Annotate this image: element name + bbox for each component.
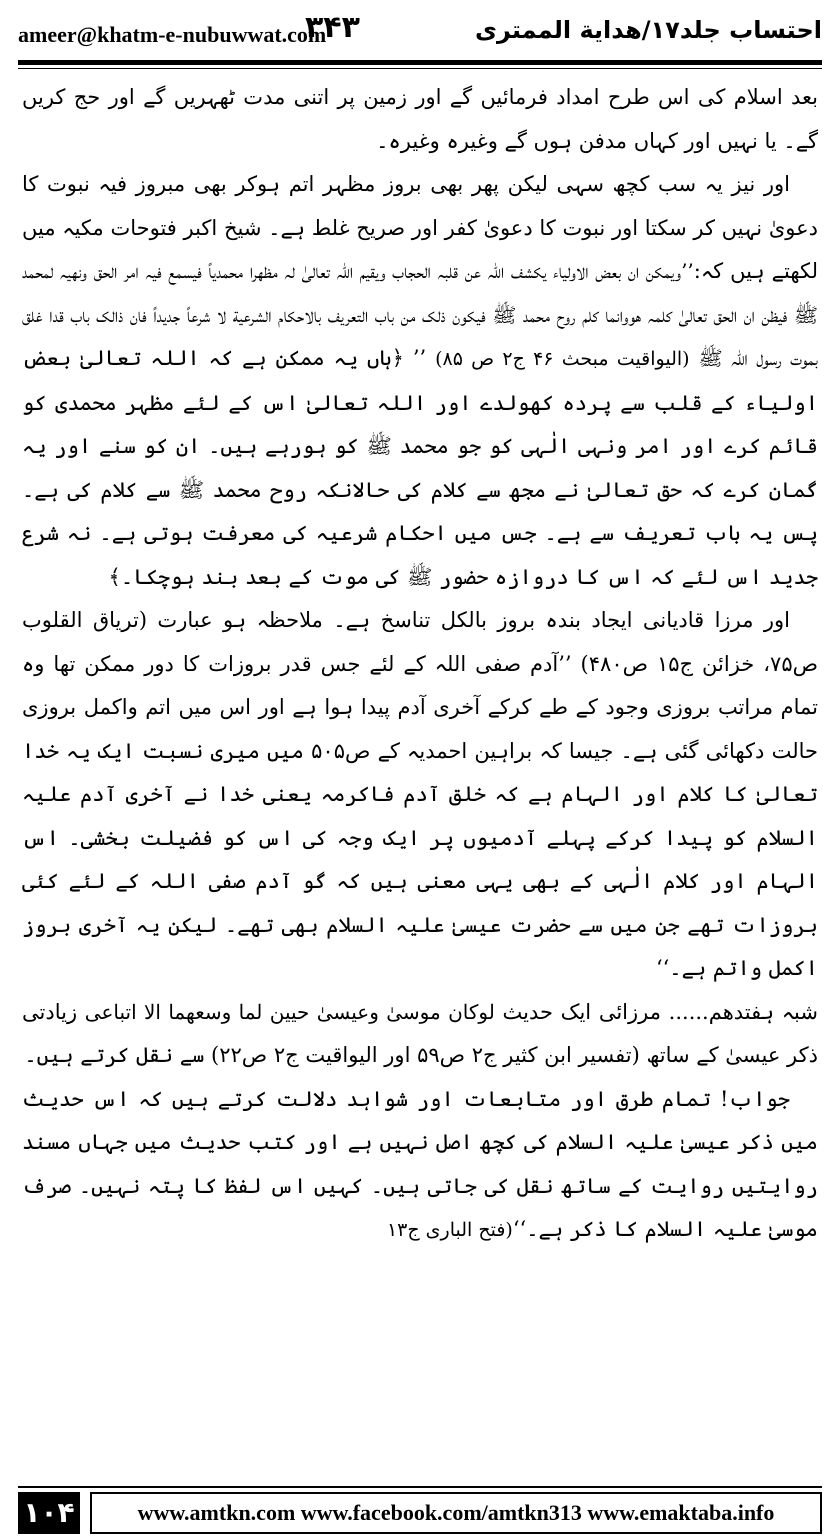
footer-page-number: ۱۰۴ (18, 1492, 80, 1534)
paragraph-1: بعد اسلام کی اس طرح امداد فرمائیں گے اور زمین پر اتنی مدت ٹھہریں گے اور حج کریں گے۔ یا نہیں اور کہاں مدفن ہوں گے وغیرہ وغیرہ۔ (22, 85, 818, 153)
doubt-rest: زیادتی ذکر عیسیٰ کے ساتھ (تفسیر ابن کثیر ج۲ ص۵۹ اور الیواقیت ج۲ ص۲۲) سے نقل کرتے ہیں۔ (22, 999, 818, 1067)
paragraph-2-text: اور نیز یہ سب کچھ سہی لیکن پھر بھی بروز مظہر اتم ہوکر بھی مبروز فیہ نبوت کا دعویٰ نہیں کر سکتا اور نبوت کا دعویٰ کفر اور صریح غلط ہے۔ شیخ اکبر فتوحات مکیہ میں لکھتے ہیں کہ: (22, 172, 818, 283)
page-footer (18, 1492, 822, 1534)
paragraph-3: اور مرزا قادیانی ایجاد بندہ بروز بالکل تناسخ ہے۔ ملاحظہ ہو عبارت (تریاق القلوب ص۷۵، خزائن ج۱۵ ص۴۸۰) ’’آدم صفی اللہ کے لئے جس قدر بروزات کا دور ممکن تھا وہ تمام مراتب بروزی وجود کے طے کرکے آخری آدم پیدا ہوا ہے اور اس میں اتم واکمل بروزی حالت دکھائی گئی ہے۔ جیسا کہ براہین احمدیہ کے ص۵۰۵ میں میری نسبت ایک یہ خدا تعالیٰ کا کلام اور الہام ہے کہ خلق آدم فاکرمہ یعنی خدا نے آخری آدم علیہ السلام کو پیدا کرکے پہلے آدمیوں پر ایک وجہ کی اس کو فضیلت بخشی۔ اس الہام اور کلام الٰہی کے بھی یہی معنی ہیں کہ گو آدم صفی اللہ کے لئے کئی بروزات تھے جن میں سے حضرت عیسیٰ علیہ السلام بھی تھے۔ لیکن یہ آخری بروز اکمل واتم ہے۔‘‘ (22, 608, 818, 980)
header-rule-thick (18, 60, 822, 65)
page-body (22, 76, 818, 1480)
header-book-title: احتساب جلد۱۷/ھدایة الممتری (474, 16, 822, 44)
arabic-quote: ’’ویمکن ان بعض الاولیاء یکشف اللّٰہ عن قلبہ الحجاب ویقیم اللّٰہ تعالیٰ لہ مظھرا محمدیاً فیسمع فیہ امر الحق ونھیہ لمحمد ﷺ فیظن ان الحق تعالیٰ کلمہ ھووانما کلم روح محمد ﷺ فیکون ذلک من باب التعریف بالاحکام الشرعیة لا شرعاً جدیداً فان ذالک باب قدا غلق بموت رسول اللّٰہ ﷺ (22, 259, 818, 370)
footer-website-links[interactable]: www.amtkn.com www.facebook.com/amtkn313 www.emaktaba.info (90, 1492, 822, 1534)
footer-rule (18, 1486, 822, 1488)
header-email: ameer@khatm-e-nubuwwat.com (18, 22, 327, 47)
arabic-quote-reference: (الیواقیت مبحث ۴۶ ج۲ ص ۸۵) (435, 348, 690, 370)
hadith-arabic: لوکان موسیٰ وعیسیٰ حیین لما وسعھما الا اتباعی (84, 999, 495, 1024)
page-header (18, 8, 822, 54)
doubt-label: شبہ ہفتدھم...... (668, 999, 818, 1024)
paragraph-5 (22, 1078, 818, 1253)
header-page-number: ۳۴۳ (305, 10, 360, 45)
answer-reference: (فتح الباری ج۱۳ (386, 1219, 513, 1241)
answer-text: جواب! تمام طرق اور متابعات اور شواہد دلالت کرتے ہیں کہ اس حدیث میں ذکر عیسیٰ علیہ السلام کی کچھ اصل نہیں ہے اور کتب حدیث میں جہاں مسند روایتیں روایت کے ساتھ نقل کی جاتی ہیں۔ کہیں اس لفظ کا پتہ نہیں۔ صرف موسیٰ علیہ السلام کا ذکر ہے۔‘‘ (22, 1086, 818, 1241)
paragraph-2 (22, 163, 818, 599)
quote-translation: ’’ ﴿ہاں یہ ممکن ہے کہ اللہ تعالیٰ بعض اولیاء کے قلب سے پردہ کھولدے اور اللہ تعالیٰ اس کے لئے مظہر محمدی کو قائم کرے اور امر ونہی الٰہی کو جو محمد ﷺ کو ہورہے ہیں۔ ان کو سنے اور یہ گمان کرے کہ حق تعالیٰ نے مجھ سے کلام کی حالانکہ روح محمد ﷺ سے کلام کی ہے۔ پس یہ باب تعریف سے ہے۔ جس میں احکام شرعیہ کی معرفت ہوتی ہے۔ نہ شرع جدید اس لئے کہ اس کا دروازہ حضور ﷺ کی موت کے بعد بند ہوچکا۔﴾ (22, 346, 818, 589)
header-rule-thin (18, 68, 822, 69)
paragraph-4 (22, 991, 818, 1078)
doubt-text: مرزائی ایک حدیث (502, 999, 661, 1024)
